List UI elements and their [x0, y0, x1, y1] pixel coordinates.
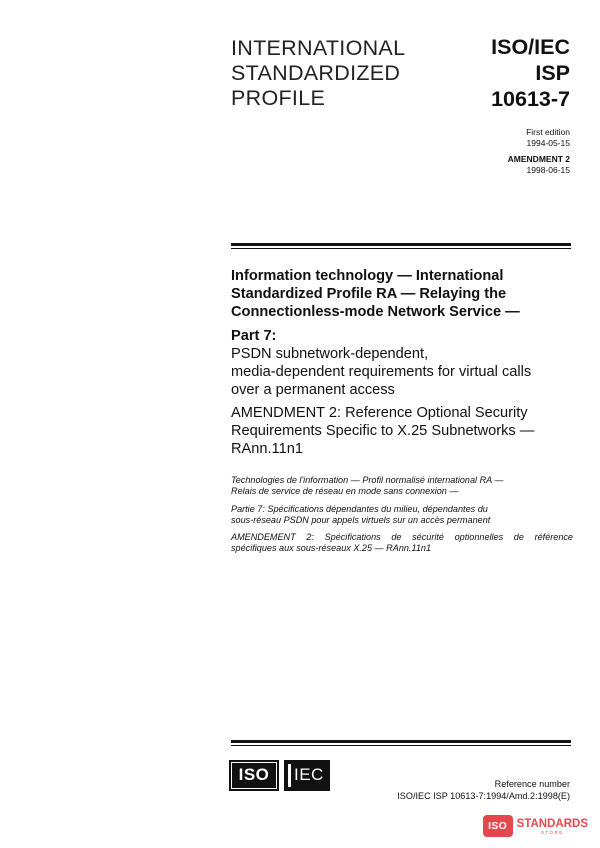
store-badge-name: STANDARDS — [516, 817, 588, 830]
title-amendment-line-2: Requirements Specific to X.25 Subnetworks — — [231, 423, 535, 439]
bottom-divider — [231, 740, 571, 746]
document-type-line-3: PROFILE — [231, 86, 326, 110]
french-title-amendment-line-2: spécifiques aux sous-réseaux X.25 — RAnn.11n1 — [231, 543, 432, 554]
french-title-part-line-2: sous-réseau PSDN pour appels virtuels sur un accès permanent — [231, 514, 491, 525]
bottom-divider-thick — [231, 740, 571, 743]
amendment-label: AMENDMENT 2 — [507, 154, 570, 164]
title-part-line-3: over a permanent access — [231, 382, 395, 398]
title-amendment — [231, 404, 576, 458]
store-badge-tag: STORE — [540, 829, 564, 835]
title-amendment-line-3: RAnn.11n1 — [231, 441, 303, 457]
top-divider-thin — [231, 248, 571, 249]
english-title — [231, 267, 576, 458]
title-main-line-2: Standardized Profile RA — Relaying the — [231, 286, 507, 302]
store-badge-wordmark — [517, 818, 588, 835]
iec-logo-text: IEC — [294, 765, 324, 784]
title-main-line-1: Information technology — International — [231, 268, 504, 284]
french-title-amendment — [231, 532, 573, 555]
title-part-line-2: media-dependent requirements for virtual calls — [231, 364, 532, 380]
document-number-line-3: 10613-7 — [491, 87, 570, 111]
french-title — [231, 475, 573, 561]
title-part — [231, 345, 576, 399]
store-badge[interactable] — [483, 815, 588, 837]
iec-logo-bar — [288, 764, 291, 787]
top-divider — [231, 243, 571, 249]
french-title-main — [231, 475, 573, 498]
french-title-main-line-2: Relais de service de réseau en mode sans connexion — — [231, 486, 459, 497]
title-part-label: Part 7: — [231, 328, 277, 344]
title-main-line-3: Connectionless-mode Network Service — — [231, 304, 520, 320]
document-number-line-2: ISP — [535, 61, 570, 85]
reference-number — [397, 779, 570, 802]
first-edition-label: First edition — [526, 127, 570, 137]
title-amendment-line-1: AMENDMENT 2: Reference Optional Security — [231, 405, 528, 421]
title-part-line-1: PSDN subnetwork-dependent, — [231, 346, 429, 362]
french-title-main-line-1: Technologies de l'information — Profil normalisé international RA — — [231, 475, 504, 485]
reference-number-label: Reference number — [494, 779, 570, 789]
bottom-divider-thin — [231, 745, 571, 746]
top-divider-thick — [231, 243, 571, 246]
amendment-date: 1998-06-15 — [526, 165, 570, 175]
document-number — [491, 34, 570, 112]
document-type-line-1: INTERNATIONAL — [231, 36, 406, 60]
iso-logo-text: ISO — [238, 765, 270, 784]
document-type-line-2: STANDARDIZED — [231, 61, 401, 85]
document-number-line-1: ISO/IEC — [491, 35, 570, 59]
iso-logo — [229, 760, 279, 791]
iec-logo — [284, 760, 330, 791]
title-main — [231, 267, 576, 321]
french-title-part-line-1: Partie 7: Spécifications dépendantes du milieu, dépendantes du — [231, 503, 488, 514]
store-badge-iso-mark: ISO — [483, 815, 513, 837]
first-edition-date: 1994-05-15 — [526, 138, 570, 148]
edition-info — [508, 127, 570, 176]
document-type — [231, 36, 405, 111]
french-title-part — [231, 504, 573, 527]
french-title-amendment-line-1: AMENDEMENT 2: Spécifications de sécurité optionnelles de référence — [231, 532, 573, 543]
reference-number-value: ISO/IEC ISP 10613-7:1994/Amd.2:1998(E) — [397, 790, 570, 801]
